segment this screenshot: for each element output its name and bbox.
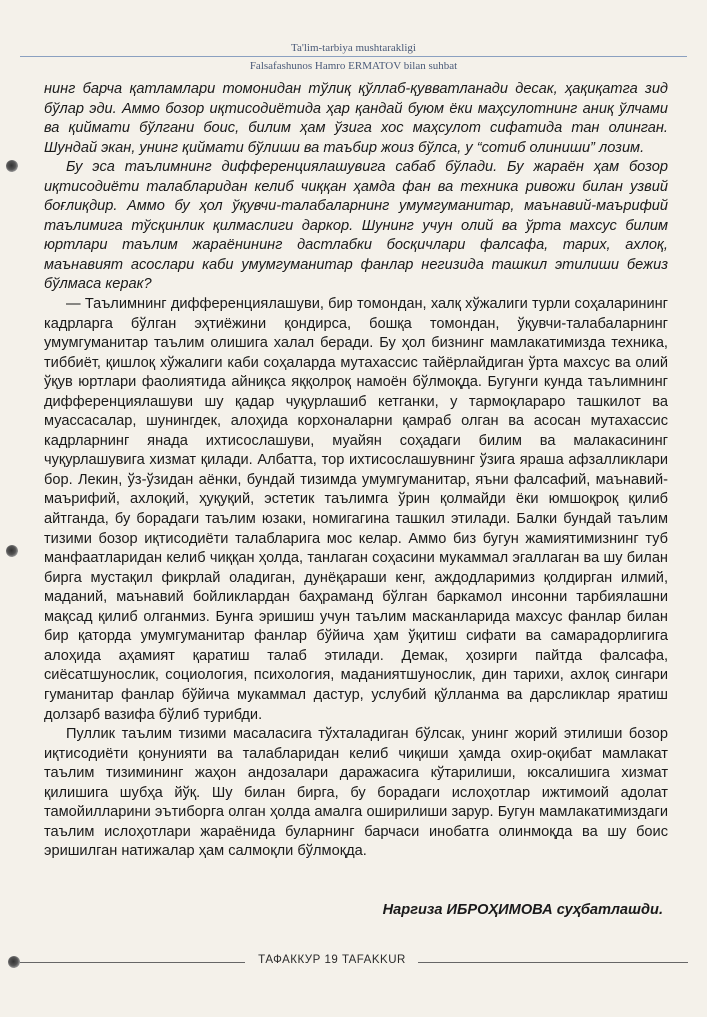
answer-paragraph: Пуллик таълим тизими масаласига тўхталадиган бўлсак, унинг жорий этилиши бозор иқтисодиёти қонунияти ва талабларидан келиб чиқиши ҳамда охир-оқибат мамлакат таълим тизимининг жаҳон андозалари даражасига кўтарилиши, юксалишига хизмат қилишига шубҳа йўқ. Шу билан бирга, бу борадаги ислоҳотлар ижтимоий адолат тамойилларини эътиборга олган ҳолда амалга оширилиши зарур. Бугун мамлакатимиздаги таълим ислоҳотлари жараёнида буларнинг барчаси инобатга олинмоқда ва шу боис эришилган натижалар ҳам салмоқли бўлмоқда. [44, 726, 668, 860]
answer-paragraph: — Таълимнинг дифференциялашуви, бир томондан, халқ хўжалиги турли соҳаларининг кадрларга бўлган эҳтиёжини қондирса, бошқа томондан, ўқувчи-талабаларнинг умумгуманитар таълим олишига халал беради. Бу ҳол бизнинг мамлакатимизда техника, тиббиёт, қишлоқ хўжалиги каби соҳаларда мутахассис тайёрлайдиган ўрта махсус ва олий ўқув юртлари фаолиятида айниқса яққолроқ намоён бўлмоқда. Бугунги кунда таълимнинг дифференциялашуви шу қадар чуқурлашиб кетганки, у тармоқлараро ташкилот ва муассасалар, шунингдек, алоҳида корхоналарни қамраб олган ва асосан мутахассис кадрларнинг янада ихтисослашуви, муайян соҳадаги билим ва малакасининг чуқурлашувига хизмат қилади. Албатта, тор ихтисослашувнинг ўзига яраша афзалликлари бор. Лекин, ўз-ўзидан аёнки, бундай тизимда умумгуманитар, яъни фалсафий, маънавий-маърифий, ахлоқий, ҳуқуқий, эстетик таълимга ўрин қолмайди ёки юмшоқроқ қилиб айтганда, бу борадаги таълим юзаки, номигагина ташкил этилади. Балки бундай таълим тизими бозор иқтисодиёти талабларига мос келар. Аммо биз бугун жамиятимизнинг туб манфаатларидан келиб чиққан ҳолда, танлаган соҳасини мукаммал эгаллаган ва шу билан бирга мустақил фикрлай оладиган, дунёқараши кенг, аждодларимиз қолдирган илмий, маданий, маънавий бойликлардан баҳраманд бўлган баркамол инсонни тарбиялашни мақсад қилиб олганмиз. Бунга эришиш учун таълим масканларида махсус фанлар билан бир қаторда умумгуманитар фанлар бўйича ҳам ўқитиш сифати ва самарадорлигига алоҳида аҳамият қаратиш талаб этилади. Демак, ҳозирги пайтда фалсафа, сиёсатшунослик, социология, психология, маданиятшунослик, дин тарихи, ахлоқ сингари гуманитар фанлар бўйича мукаммал дастур, услубий қўлланма ва дарсликлар яратиш долзарб вазифа бўлиб турибди. [44, 296, 668, 723]
footer-page-label: ТАФАККУР 19 TAFAKKUR [258, 954, 406, 966]
question-paragraph-continued: нинг барча қатламлари томонидан тўлиқ қўллаб-қувватланади десак, ҳақиқатга зид бўлар эди. Аммо бозор иқтисодиётида ҳар қандай буюм ёки маҳсулотнинг аниқ ўлчами ва қиймати бўлгани боис, билим ҳам ўзига хос маҳсулот сифатида тан олинган. Шундай экан, унинг қиймати бўлиши ва таъбир жоиз бўлса, у “сотиб олиниши” лозим. [44, 81, 668, 156]
footer-rule-left [20, 962, 245, 963]
question-paragraph: Бу эса таълимнинг дифференциялашувига сабаб бўлади. Бу жараён ҳам бозор иқтисодиёти талабларидан келиб чиққан ҳамда фан ва техника ривожи билан узвий боғлиқдир. Аммо бу ҳол ўқувчи-талабаларнинг умумгуманитар, маънавий-маърифий таълимига тўсқинлик қилмаслиги даркор. Шунинг учун олий ва ўрта махсус билим юртлари таълим жараёнининг дастлабки босқичлари фалсафа, тарих, ахлоқ, маънавият асослари каби умумгуманитар фанлар негизида ташкил этилиши бежиз бўлмаса керак? [44, 159, 668, 293]
article-body [44, 80, 668, 862]
header-rule [20, 56, 687, 57]
interviewer-signature: Наргиза ИБРОҲИМОВА суҳбатлашди. [382, 902, 663, 918]
running-header [0, 40, 707, 74]
header-section-title: Ta'lim-tarbiya mushtarakligi [291, 42, 416, 54]
binder-hole [6, 160, 18, 172]
page-footer [0, 954, 707, 970]
binder-hole [6, 545, 18, 557]
footer-rule-right [418, 962, 688, 963]
header-article-subtitle: Falsafashunos Hamro ERMATOV bilan suhbat [249, 60, 458, 72]
